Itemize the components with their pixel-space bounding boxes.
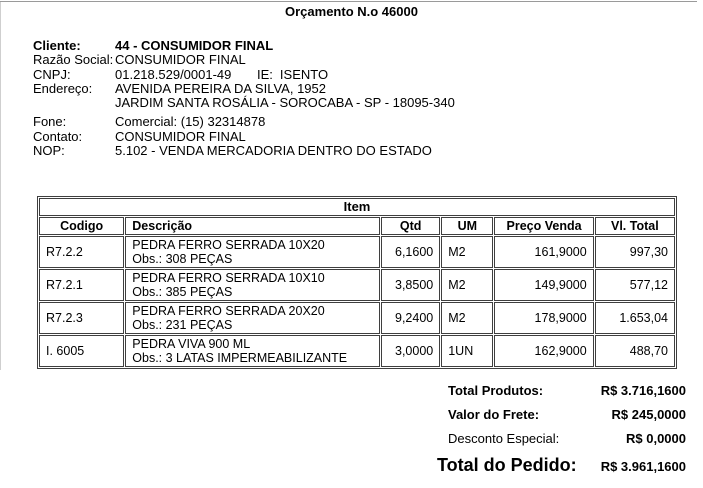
total-pedido-label: Total do Pedido: xyxy=(437,455,577,475)
cliente-value: 44 - CONSUMIDOR FINAL xyxy=(115,38,274,53)
descricao-line1: PEDRA FERRO SERRADA 20X20 xyxy=(132,304,325,318)
client-row-endereco2 xyxy=(33,96,455,110)
descricao-line1: PEDRA FERRO SERRADA 10X10 xyxy=(132,271,325,285)
contato-label: Contato: xyxy=(33,128,83,144)
col-header-descricao: Descrição xyxy=(125,217,380,235)
cell-vl-total: 997,30 xyxy=(595,236,675,268)
cell-preco-venda: 149,9000 xyxy=(494,269,593,301)
total-produtos-row xyxy=(437,383,686,398)
descricao-line2: Obs.: 385 PEÇAS xyxy=(132,285,233,299)
client-row-contato xyxy=(33,130,455,144)
total-produtos-value: R$ 3.716,1600 xyxy=(600,383,686,398)
fone-label: Fone: xyxy=(33,114,67,130)
descricao-line2: Obs.: 231 PEÇAS xyxy=(132,318,233,332)
items-section-title: Item xyxy=(39,198,675,216)
items-table-title-row xyxy=(39,198,675,216)
cell-preco-venda: 161,9000 xyxy=(494,236,593,268)
ie-value: ISENTO xyxy=(279,66,329,82)
cell-um: M2 xyxy=(441,236,493,268)
cell-qtd: 9,2400 xyxy=(381,302,440,334)
client-row-cliente xyxy=(33,39,455,53)
cell-um: 1UN xyxy=(441,335,493,367)
col-header-codigo: Codigo xyxy=(39,217,124,235)
descricao-line1: PEDRA VIVA 900 ML xyxy=(132,337,251,351)
descricao-line1: PEDRA FERRO SERRADA 10X20 xyxy=(132,238,325,252)
cell-descricao xyxy=(125,302,380,334)
cell-qtd: 3,8500 xyxy=(381,269,440,301)
client-info-block xyxy=(33,39,455,158)
left-frame-line xyxy=(0,2,1,370)
page-title: Orçamento N.o 46000 xyxy=(285,4,418,19)
cnpj-value: 01.218.529/0001-49 xyxy=(115,66,232,82)
cell-um: M2 xyxy=(441,269,493,301)
top-frame-line xyxy=(0,1,697,2)
table-row xyxy=(39,302,675,334)
cell-codigo: I. 6005 xyxy=(39,335,124,367)
nop-value: 5.102 - VENDA MERCADORIA DENTRO DO ESTADO xyxy=(115,143,432,159)
cell-vl-total: 1.653,04 xyxy=(595,302,675,334)
col-header-qtd: Qtd xyxy=(381,217,440,235)
total-pedido-value: R$ 3.961,1600 xyxy=(600,459,686,474)
cell-descricao xyxy=(125,269,380,301)
razao-social-value: CONSUMIDOR FINAL xyxy=(115,52,246,68)
contato-value: CONSUMIDOR FINAL xyxy=(115,128,246,144)
col-header-um: UM xyxy=(441,217,493,235)
fone-value: Comercial: (15) 32314878 xyxy=(115,114,266,130)
totals-block xyxy=(437,383,686,476)
valor-frete-row xyxy=(437,407,686,422)
cell-codigo: R7.2.1 xyxy=(39,269,124,301)
razao-social-label: Razão Social: xyxy=(33,52,114,68)
endereco-value-line1: AVENIDA PEREIRA DA SILVA, 1952 xyxy=(115,80,326,96)
cell-preco-venda: 162,9000 xyxy=(494,335,593,367)
descricao-line2: Obs.: 308 PEÇAS xyxy=(132,252,233,266)
nop-label: NOP: xyxy=(33,143,65,159)
valor-frete-label: Valor do Frete: xyxy=(448,407,540,422)
cell-vl-total: 488,70 xyxy=(595,335,675,367)
desconto-especial-value: R$ 0,0000 xyxy=(626,431,686,446)
endereco-label: Endereço: xyxy=(33,80,93,96)
client-row-razao-social xyxy=(33,53,455,67)
cell-preco-venda: 178,9000 xyxy=(494,302,593,334)
cell-qtd: 3,0000 xyxy=(381,335,440,367)
desconto-especial-row xyxy=(437,431,686,446)
cell-qtd: 6,1600 xyxy=(381,236,440,268)
total-pedido-row xyxy=(437,455,686,476)
cell-descricao xyxy=(125,236,380,268)
endereco-label-spacer xyxy=(33,96,115,110)
cell-um: M2 xyxy=(441,302,493,334)
valor-frete-value: R$ 245,0000 xyxy=(611,407,686,422)
desconto-especial-label: Desconto Especial: xyxy=(448,431,560,446)
items-table-header-row xyxy=(39,217,675,235)
table-row xyxy=(39,236,675,268)
cell-descricao xyxy=(125,335,380,367)
cell-vl-total: 577,12 xyxy=(595,269,675,301)
cell-codigo: R7.2.2 xyxy=(39,236,124,268)
descricao-line2: Obs.: 3 LATAS IMPERMEABILIZANTE xyxy=(132,351,348,365)
client-row-nop xyxy=(33,144,455,158)
client-row-cnpj xyxy=(33,68,455,82)
cell-codigo: R7.2.3 xyxy=(39,302,124,334)
cliente-label: Cliente: xyxy=(33,38,81,53)
endereco-value-line2: JARDIM SANTA ROSÁLIA - SOROCABA - SP - 18095-340 xyxy=(115,95,455,111)
table-row xyxy=(39,335,675,367)
cnpj-label: CNPJ: xyxy=(33,66,71,82)
client-row-endereco xyxy=(33,82,455,96)
items-table xyxy=(37,196,677,369)
col-header-vl-total: Vl. Total xyxy=(595,217,675,235)
col-header-preco-venda: Preço Venda xyxy=(494,217,593,235)
ie-label: IE: xyxy=(257,66,273,82)
total-produtos-label: Total Produtos: xyxy=(448,383,544,398)
client-row-fone xyxy=(33,115,455,129)
table-row xyxy=(39,269,675,301)
